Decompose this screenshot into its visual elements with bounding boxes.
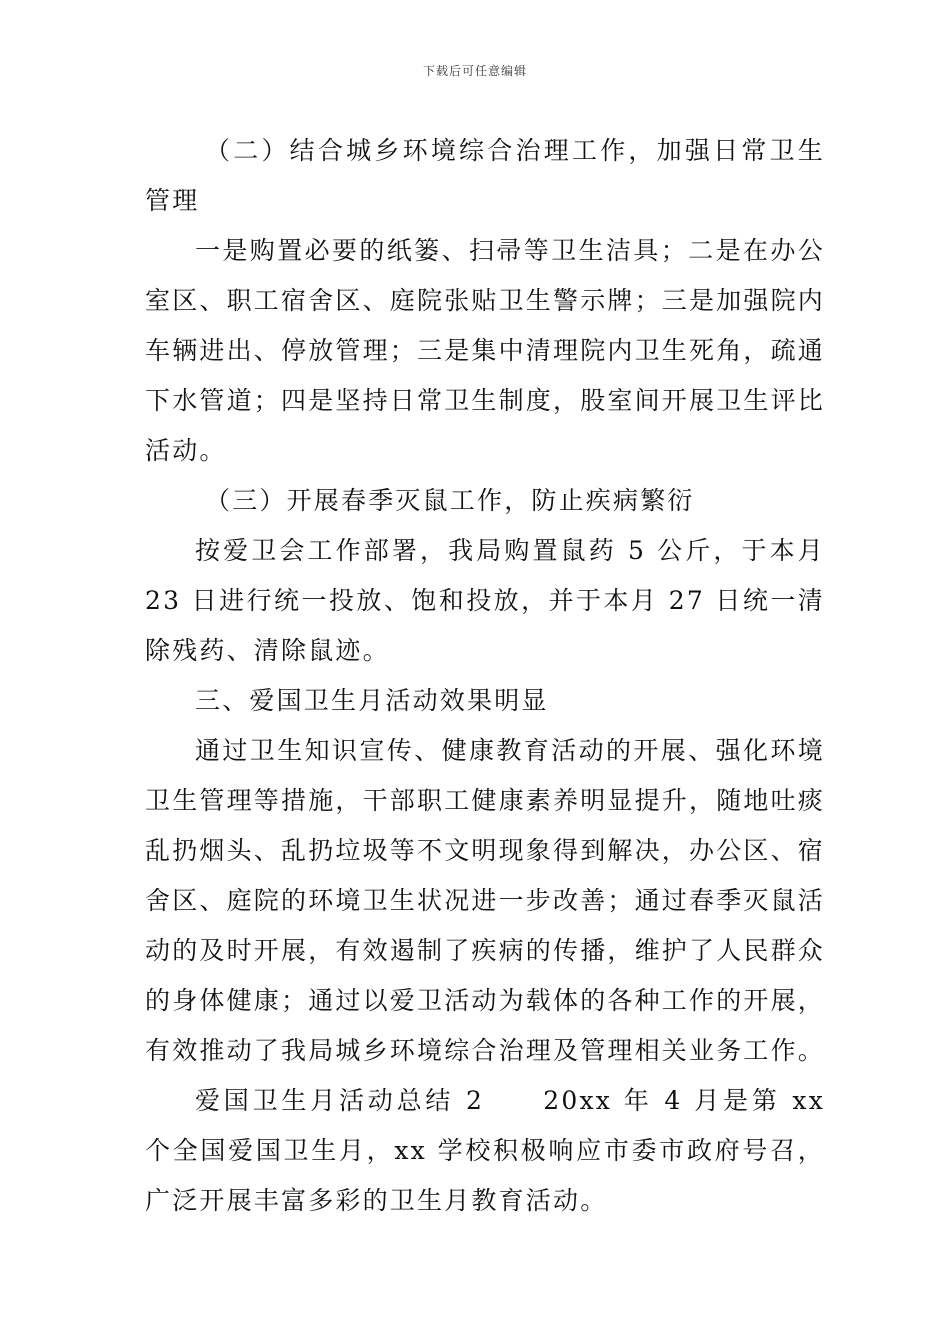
page-header-note: 下载后可任意编辑	[422, 64, 527, 78]
document-body	[145, 126, 825, 1226]
summary-paragraph: 爱国卫生月活动总结 2 20xx 年 4 月是第 xx 个全国爱国卫生月，xx 学校积极响应市委市政府号召，广泛开展丰富多彩的卫生月教育活动。	[145, 1086, 825, 1215]
body-paragraph: 通过卫生知识宣传、健康教育活动的开展、强化环境卫生管理等措施，干部职工健康素养明显提升，随地吐痰乱扔烟头、乱扔垃圾等不文明现象得到解决，办公区、宿舍区、庭院的环境卫生状况进一步改善；通过春季灭鼠活动的及时开展，有效遏制了疾病的传播，维护了人民群众的身体健康；通过以爱卫活动为载体的各种工作的开展，有效推动了我局城乡环境综合治理及管理相关业务工作。	[145, 736, 826, 1065]
section-heading-3: （三）开展春季灭鼠工作，防止疾病繁衍	[205, 486, 695, 515]
body-paragraph: 按爱卫会工作部署，我局购置鼠药 5 公斤，于本月 23 日进行统一投放、饱和投放，并于本月 27 日统一清除残药、清除鼠迹。	[145, 536, 825, 665]
section-heading-main-3: 三、爱国卫生月活动效果明显	[195, 686, 549, 715]
body-paragraph: 一是购置必要的纸篓、扫帚等卫生洁具；二是在办公室区、职工宿舍区、庭院张贴卫生警示牌；三是加强院内车辆进出、停放管理；三是集中清理院内卫生死角，疏通下水管道；四是坚持日常卫生制度，股室间开展卫生评比活动。	[145, 236, 826, 465]
section-heading-2: （二）结合城乡环境综合治理工作，加强日常卫生管理	[145, 136, 825, 215]
